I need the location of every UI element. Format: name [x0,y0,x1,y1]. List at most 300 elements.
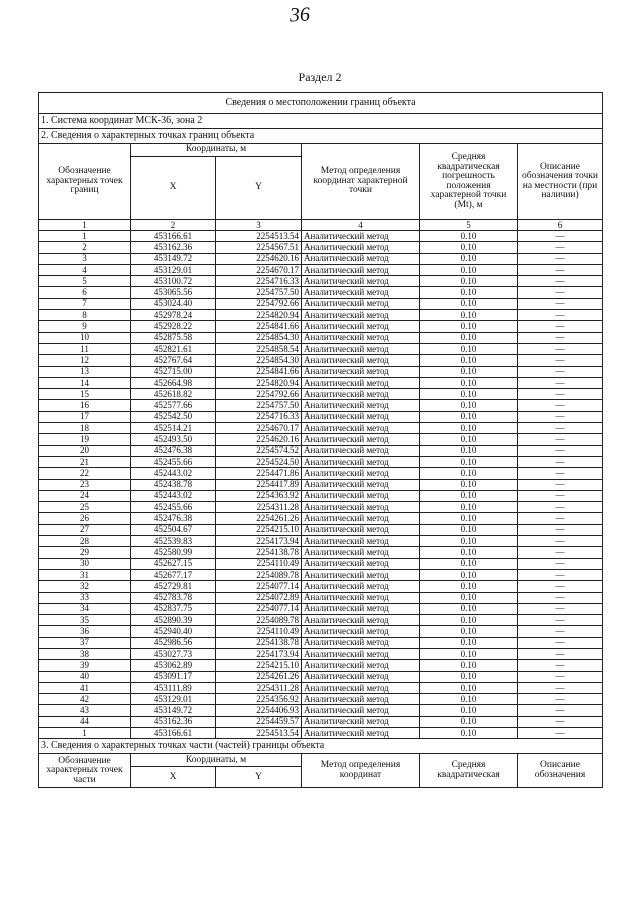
cell-n: 7 [39,298,131,309]
cell-a: 0.10 [420,592,518,603]
cell-y: 2254620.16 [216,434,302,445]
table-row [39,536,603,547]
cell-d: — [518,287,603,298]
cell-d: — [518,581,603,592]
cell-n: 25 [39,502,131,513]
cell-n: 13 [39,366,131,377]
cell-n: 44 [39,716,131,727]
cell-y: 2254311.28 [216,502,302,513]
cell-x: 453162.36 [131,716,216,727]
cell-a: 0.10 [420,728,518,739]
cell-n: 6 [39,287,131,298]
header-accuracy: Средняя квадратическая погрешность положения характерной точки (Mt), м [420,144,518,220]
cell-m: Аналитический метод [302,377,420,388]
cell-d: — [518,456,603,467]
cell-a: 0.10 [420,716,518,727]
cell-a: 0.10 [420,310,518,321]
cell-y: 2254820.94 [216,377,302,388]
cell-y: 2254417.89 [216,479,302,490]
cell-y: 2254757.50 [216,287,302,298]
cell-y: 2254077.14 [216,581,302,592]
cell-a: 0.10 [420,264,518,275]
cell-d: — [518,253,603,264]
table-row [39,445,603,456]
col-number: 2 [131,220,216,231]
cell-n: 20 [39,445,131,456]
cell-a: 0.10 [420,569,518,580]
cell-m: Аналитический метод [302,626,420,637]
cell-x: 453166.61 [131,728,216,739]
cell-n: 22 [39,468,131,479]
cell-m: Аналитический метод [302,456,420,467]
cell-x: 452542.50 [131,411,216,422]
cell-a: 0.10 [420,648,518,659]
cell-m: Аналитический метод [302,728,420,739]
cell-m: Аналитический метод [302,321,420,332]
cell-x: 453091.17 [131,671,216,682]
cell-y: 2254356.92 [216,694,302,705]
cell-x: 452443.02 [131,490,216,501]
cell-d: — [518,490,603,501]
cell-a: 0.10 [420,603,518,614]
cell-y: 2254574.52 [216,445,302,456]
table-row [39,242,603,253]
cell-a: 0.10 [420,287,518,298]
cell-n: 31 [39,569,131,580]
parts-header-y: Y [216,767,302,788]
cell-y: 2254670.17 [216,423,302,434]
cell-a: 0.10 [420,547,518,558]
cell-a: 0.10 [420,615,518,626]
table-title: Сведения о местоположении границ объекта [39,93,603,114]
table-row [39,310,603,321]
cell-d: — [518,298,603,309]
cell-d: — [518,242,603,253]
cell-m: Аналитический метод [302,264,420,275]
cell-a: 0.10 [420,242,518,253]
table-row [39,434,603,445]
cell-x: 452821.61 [131,343,216,354]
cell-n: 37 [39,637,131,648]
cell-m: Аналитический метод [302,411,420,422]
header-coordinates: Координаты, м [131,144,302,157]
cell-y: 2254792.66 [216,389,302,400]
cell-d: — [518,728,603,739]
cell-a: 0.10 [420,536,518,547]
cell-m: Аналитический метод [302,253,420,264]
cell-d: — [518,513,603,524]
cell-m: Аналитический метод [302,298,420,309]
cell-d: — [518,536,603,547]
cell-y: 2254261.26 [216,671,302,682]
cell-x: 452986.56 [131,637,216,648]
table-row [39,671,603,682]
col-number: 3 [216,220,302,231]
cell-a: 0.10 [420,490,518,501]
parts-header-coordinates: Координаты, м [131,754,302,767]
cell-x: 452455.66 [131,456,216,467]
cell-x: 453024.40 [131,298,216,309]
cell-x: 453065.56 [131,287,216,298]
cell-x: 452580.99 [131,547,216,558]
table-row [39,355,603,366]
cell-d: — [518,716,603,727]
cell-d: — [518,694,603,705]
cell-x: 452493.50 [131,434,216,445]
cell-d: — [518,637,603,648]
coordinate-system: 1. Система координат МСК-36, зона 2 [39,114,603,129]
cell-d: — [518,445,603,456]
cell-d: — [518,547,603,558]
table-row [39,423,603,434]
cell-d: — [518,671,603,682]
cell-n: 27 [39,524,131,535]
cell-x: 452783.78 [131,592,216,603]
table-row [39,400,603,411]
cell-d: — [518,343,603,354]
cell-d: — [518,400,603,411]
cell-m: Аналитический метод [302,716,420,727]
cell-a: 0.10 [420,321,518,332]
cell-a: 0.10 [420,705,518,716]
cell-m: Аналитический метод [302,231,420,242]
cell-x: 452715.00 [131,366,216,377]
cell-a: 0.10 [420,366,518,377]
section-title: Раздел 2 [298,70,342,84]
cell-m: Аналитический метод [302,400,420,411]
cell-a: 0.10 [420,682,518,693]
cell-y: 2254670.17 [216,264,302,275]
cell-n: 11 [39,343,131,354]
cell-a: 0.10 [420,434,518,445]
cell-n: 34 [39,603,131,614]
table-row [39,660,603,671]
cell-a: 0.10 [420,456,518,467]
cell-d: — [518,592,603,603]
cell-x: 452729.81 [131,581,216,592]
table-row [39,547,603,558]
cell-d: — [518,603,603,614]
cell-y: 2254138.78 [216,547,302,558]
table-row [39,558,603,569]
cell-m: Аналитический метод [302,671,420,682]
cell-a: 0.10 [420,468,518,479]
cell-d: — [518,355,603,366]
cell-x: 452577.66 [131,400,216,411]
header-method: Метод определения координат характерной точки [302,144,420,220]
table-row [39,716,603,727]
table-row [39,513,603,524]
cell-d: — [518,411,603,422]
cell-a: 0.10 [420,626,518,637]
cell-y: 2254138.78 [216,637,302,648]
cell-x: 452476.38 [131,445,216,456]
table-row [39,377,603,388]
cell-n: 21 [39,456,131,467]
cell-x: 452618.82 [131,389,216,400]
cell-m: Аналитический метод [302,682,420,693]
cell-y: 2254841.66 [216,321,302,332]
cell-m: Аналитический метод [302,581,420,592]
cell-n: 19 [39,434,131,445]
table-row [39,366,603,377]
cell-a: 0.10 [420,343,518,354]
cell-a: 0.10 [420,411,518,422]
cell-m: Аналитический метод [302,468,420,479]
table-row [39,321,603,332]
cell-n: 9 [39,321,131,332]
cell-y: 2254854.30 [216,355,302,366]
col-number: 4 [302,220,420,231]
cell-x: 453149.72 [131,705,216,716]
cell-n: 17 [39,411,131,422]
cell-x: 452539.83 [131,536,216,547]
cell-n: 28 [39,536,131,547]
cell-y: 2254513.54 [216,728,302,739]
parts-header-description: Описание обозначения [518,754,603,788]
cell-n: 10 [39,332,131,343]
cell-a: 0.10 [420,637,518,648]
cell-a: 0.10 [420,377,518,388]
cell-n: 18 [39,423,131,434]
cell-d: — [518,231,603,242]
table-row [39,298,603,309]
cell-x: 452476.38 [131,513,216,524]
table-row [39,231,603,242]
parts-header-method: Метод определения координат [302,754,420,788]
cell-d: — [518,423,603,434]
cell-a: 0.10 [420,694,518,705]
table-row [39,264,603,275]
cell-n: 43 [39,705,131,716]
cell-a: 0.10 [420,581,518,592]
header-description: Описание обозначения точки на местности (при наличии) [518,144,603,220]
cell-a: 0.10 [420,479,518,490]
cell-m: Аналитический метод [302,648,420,659]
cell-y: 2254854.30 [216,332,302,343]
cell-y: 2254110.49 [216,626,302,637]
table-row [39,456,603,467]
cell-m: Аналитический метод [302,558,420,569]
cell-d: — [518,389,603,400]
cell-n: 29 [39,547,131,558]
cell-x: 453129.01 [131,694,216,705]
cell-x: 452767.64 [131,355,216,366]
cell-m: Аналитический метод [302,389,420,400]
cell-x: 452514.21 [131,423,216,434]
cell-n: 12 [39,355,131,366]
cell-d: — [518,626,603,637]
table-row [39,569,603,580]
cell-n: 24 [39,490,131,501]
cell-x: 453166.61 [131,231,216,242]
cell-n: 40 [39,671,131,682]
cell-n: 4 [39,264,131,275]
cell-y: 2254406.93 [216,705,302,716]
cell-m: Аналитический метод [302,705,420,716]
cell-m: Аналитический метод [302,434,420,445]
cell-m: Аналитический метод [302,242,420,253]
cell-m: Аналитический метод [302,332,420,343]
col-number: 1 [39,220,131,231]
cell-n: 3 [39,253,131,264]
cell-y: 2254363.92 [216,490,302,501]
cell-n: 16 [39,400,131,411]
cell-x: 452627.15 [131,558,216,569]
cell-m: Аналитический метод [302,355,420,366]
col-number: 5 [420,220,518,231]
cell-m: Аналитический метод [302,603,420,614]
table-row [39,615,603,626]
table-row [39,468,603,479]
table-row [39,581,603,592]
cell-n: 14 [39,377,131,388]
cell-x: 453100.72 [131,276,216,287]
cell-y: 2254567.51 [216,242,302,253]
table-row [39,603,603,614]
cell-n: 26 [39,513,131,524]
cell-d: — [518,434,603,445]
table-row [39,694,603,705]
cell-a: 0.10 [420,389,518,400]
cell-m: Аналитический метод [302,287,420,298]
cell-x: 452890.39 [131,615,216,626]
cell-a: 0.10 [420,423,518,434]
cell-d: — [518,524,603,535]
cell-y: 2254716.33 [216,276,302,287]
cell-x: 453129.01 [131,264,216,275]
cell-x: 452504.67 [131,524,216,535]
cell-n: 5 [39,276,131,287]
cell-n: 35 [39,615,131,626]
cell-y: 2254792.66 [216,298,302,309]
cell-d: — [518,648,603,659]
cell-m: Аналитический метод [302,547,420,558]
cell-y: 2254077.14 [216,603,302,614]
cell-y: 2254089.78 [216,615,302,626]
cell-n: 1 [39,728,131,739]
table-row [39,490,603,501]
table-row [39,626,603,637]
cell-m: Аналитический метод [302,310,420,321]
cell-y: 2254089.78 [216,569,302,580]
cell-a: 0.10 [420,253,518,264]
cell-m: Аналитический метод [302,479,420,490]
cell-a: 0.10 [420,332,518,343]
cell-y: 2254620.16 [216,253,302,264]
cell-y: 2254215.10 [216,660,302,671]
table-row [39,479,603,490]
cell-n: 38 [39,648,131,659]
cell-m: Аналитический метод [302,637,420,648]
cell-m: Аналитический метод [302,536,420,547]
cell-d: — [518,468,603,479]
cell-y: 2254513.54 [216,231,302,242]
cell-x: 452978.24 [131,310,216,321]
cell-m: Аналитический метод [302,660,420,671]
cell-d: — [518,276,603,287]
cell-x: 452875.58 [131,332,216,343]
cell-x: 452928.22 [131,321,216,332]
cell-n: 39 [39,660,131,671]
cell-d: — [518,569,603,580]
cell-y: 2254820.94 [216,310,302,321]
cell-y: 2254311.28 [216,682,302,693]
cell-m: Аналитический метод [302,490,420,501]
header-designation: Обозначение характерных точек границ [39,144,131,220]
cell-n: 15 [39,389,131,400]
cell-d: — [518,479,603,490]
cell-a: 0.10 [420,524,518,535]
table-row [39,253,603,264]
cell-y: 2254072.89 [216,592,302,603]
cell-n: 33 [39,592,131,603]
cell-n: 8 [39,310,131,321]
cell-x: 453062.89 [131,660,216,671]
table-row [39,332,603,343]
cell-m: Аналитический метод [302,445,420,456]
table-row [39,411,603,422]
cell-n: 42 [39,694,131,705]
header-y: Y [216,157,302,220]
cell-a: 0.10 [420,298,518,309]
cell-m: Аналитический метод [302,524,420,535]
cell-x: 452664.98 [131,377,216,388]
cell-x: 452443.02 [131,468,216,479]
cell-x: 453162.36 [131,242,216,253]
cell-d: — [518,366,603,377]
page-number: 36 [289,3,311,27]
table-row [39,389,603,400]
cell-x: 452837.75 [131,603,216,614]
cell-n: 23 [39,479,131,490]
cell-y: 2254173.94 [216,648,302,659]
cell-d: — [518,310,603,321]
cell-d: — [518,558,603,569]
table-row [39,287,603,298]
cell-a: 0.10 [420,400,518,411]
table-row [39,705,603,716]
table-row [39,343,603,354]
table-row [39,502,603,513]
cell-m: Аналитический метод [302,276,420,287]
cell-n: 2 [39,242,131,253]
parts-header-designation: Обозначение характерных точек части [39,754,131,788]
cell-y: 2254110.49 [216,558,302,569]
cell-y: 2254524.50 [216,456,302,467]
cell-a: 0.10 [420,671,518,682]
boundary-points-table [38,92,603,788]
cell-y: 2254757.50 [216,400,302,411]
cell-n: 32 [39,581,131,592]
cell-y: 2254471.86 [216,468,302,479]
table-row [39,728,603,739]
cell-m: Аналитический метод [302,592,420,603]
cell-y: 2254261.26 [216,513,302,524]
cell-d: — [518,502,603,513]
cell-y: 2254173.94 [216,536,302,547]
cell-a: 0.10 [420,231,518,242]
table-row [39,648,603,659]
cell-m: Аналитический метод [302,615,420,626]
subsection-parts-title: 3. Сведения о характерных точках части (частей) границы объекта [39,739,603,754]
cell-x: 453027.73 [131,648,216,659]
cell-m: Аналитический метод [302,694,420,705]
cell-d: — [518,660,603,671]
cell-x: 453111.89 [131,682,216,693]
cell-d: — [518,377,603,388]
cell-d: — [518,321,603,332]
